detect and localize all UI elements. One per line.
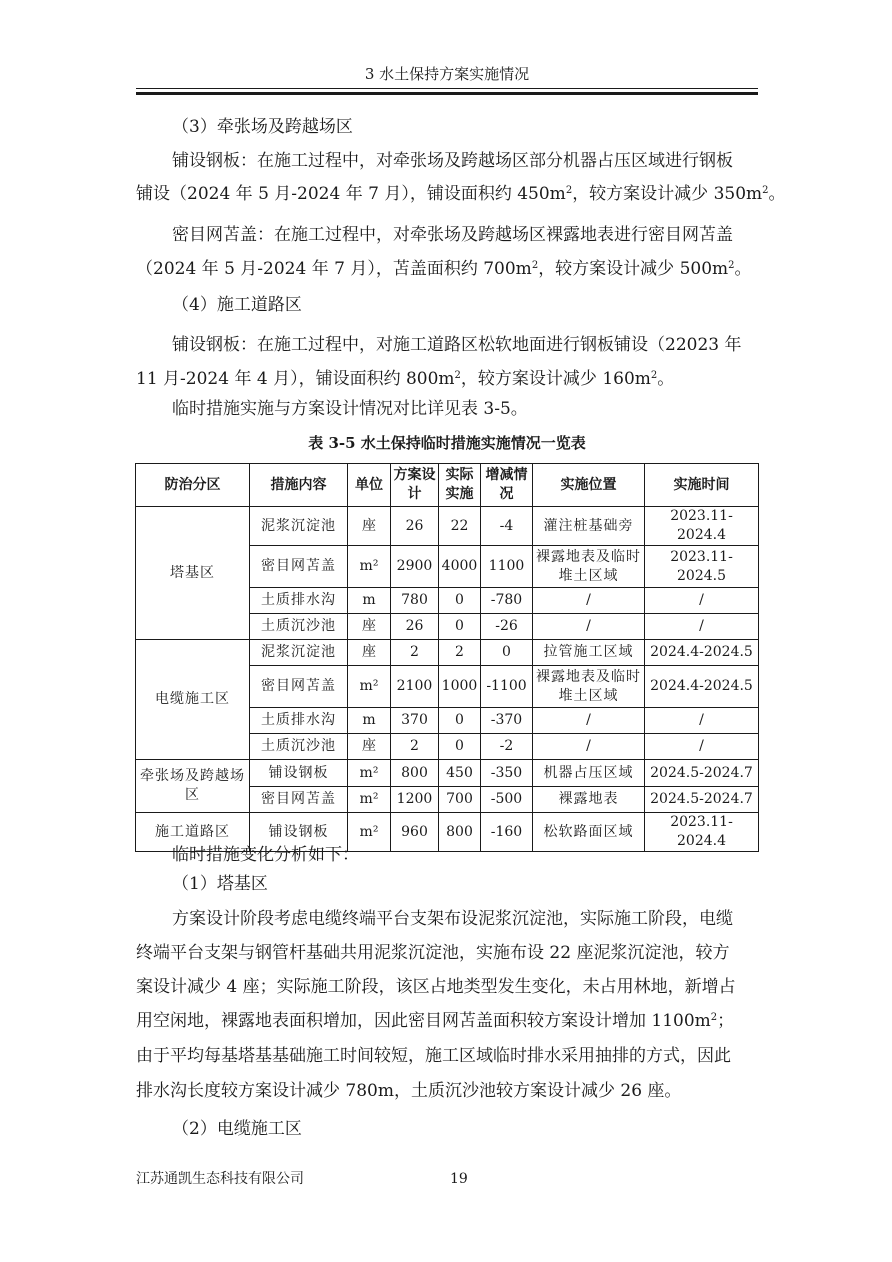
time-cell: 2024.4-2024.5	[645, 666, 759, 708]
paragraph-line: 铺设（2024 年 5 月-2024 年 7 月），铺设面积约 $450m^2$，较方案设计减少 $350m^2$。	[136, 184, 786, 204]
actual-cell: 0	[439, 588, 481, 614]
plan-cell: 2900	[391, 546, 439, 588]
unit-cell: 座	[348, 734, 391, 760]
change-cell: -26	[481, 614, 533, 640]
measure-cell: 土质排水沟	[250, 708, 348, 734]
plan-cell: 800	[391, 760, 439, 787]
header-change: 增减情况	[481, 464, 533, 507]
paragraph-line: 11 月-2024 年 4 月），铺设面积约 $800m^2$，较方案设计减少 $160m^2$。	[136, 369, 675, 389]
actual-cell: 0	[439, 614, 481, 640]
change-cell: -350	[481, 760, 533, 787]
header-rule-thick	[136, 92, 758, 95]
paragraph-line: 铺设钢板：在施工过程中，对牵张场及跨越场区部分机器占压区域进行钢板	[172, 151, 733, 171]
change-cell: 1100	[481, 546, 533, 588]
page-number: 19	[450, 1171, 468, 1187]
location-cell: 拉管施工区域	[533, 640, 645, 666]
unit-cell: m	[348, 588, 391, 614]
location-cell: 松软路面区域	[533, 813, 645, 852]
header-zone: 防治分区	[136, 464, 250, 507]
measure-cell: 土质排水沟	[250, 588, 348, 614]
time-cell: 2023.11-2024.5	[645, 546, 759, 588]
paragraph-line: 由于平均每基塔基基础施工时间较短，施工区域临时排水采用抽排的方式，因此	[136, 1046, 731, 1066]
location-cell: /	[533, 588, 645, 614]
location-cell: 机器占压区域	[533, 760, 645, 787]
measures-table	[135, 463, 759, 852]
location-cell: 裸露地表	[533, 787, 645, 813]
zone-cell: 电缆施工区	[136, 640, 250, 760]
measure-cell: 铺设钢板	[250, 813, 348, 852]
time-cell: 2024.5-2024.7	[645, 787, 759, 813]
measure-cell: 铺设钢板	[250, 760, 348, 787]
actual-cell: 4000	[439, 546, 481, 588]
plan-cell: 26	[391, 614, 439, 640]
paragraph-line: 方案设计阶段考虑电缆终端平台支架布设泥浆沉淀池，实际施工阶段，电缆	[172, 909, 733, 929]
plan-cell: 26	[391, 507, 439, 546]
paragraph-line: （2024 年 5 月-2024 年 7 月），苫盖面积约 $700m^2$，较方案设计减少 $500m^2$。	[136, 259, 752, 279]
change-cell: -2	[481, 734, 533, 760]
change-cell: -1100	[481, 666, 533, 708]
header-time: 实施时间	[645, 464, 759, 507]
footer-company: 江苏通凯生态科技有限公司	[136, 1171, 304, 1187]
section-heading-tension-field: （3）牵张场及跨越场区	[172, 117, 353, 137]
change-cell: -160	[481, 813, 533, 852]
unit-cell: m²	[348, 546, 391, 588]
change-cell: -500	[481, 787, 533, 813]
actual-cell: 0	[439, 708, 481, 734]
plan-cell: 1200	[391, 787, 439, 813]
measure-cell: 土质沉沙池	[250, 614, 348, 640]
paragraph-line: 终端平台支架与钢管杆基础共用泥浆沉淀池，实施布设 22 座泥浆沉淀池，较方	[136, 943, 730, 963]
zone-cell: 施工道路区	[136, 813, 250, 852]
location-cell: 裸露地表及临时堆土区域	[533, 546, 645, 588]
table-row	[136, 507, 759, 546]
change-cell: 0	[481, 640, 533, 666]
page-header-title: 3 水土保持方案实施情况	[364, 65, 530, 83]
location-cell: 灌注桩基础旁	[533, 507, 645, 546]
change-cell: -4	[481, 507, 533, 546]
unit-cell: m²	[348, 666, 391, 708]
actual-cell: 2	[439, 640, 481, 666]
measure-cell: 密目网苫盖	[250, 546, 348, 588]
paragraph-line: 临时措施变化分析如下：	[172, 845, 359, 865]
time-cell: 2023.11-2024.4	[645, 813, 759, 852]
unit-cell: 座	[348, 640, 391, 666]
unit-cell: m²	[348, 787, 391, 813]
change-cell: -370	[481, 708, 533, 734]
zone-cell: 牵张场及跨越场区	[136, 760, 250, 813]
plan-cell: 2	[391, 734, 439, 760]
unit-cell: m²	[348, 760, 391, 787]
location-cell: 裸露地表及临时堆土区域	[533, 666, 645, 708]
actual-cell: 1000	[439, 666, 481, 708]
plan-cell: 370	[391, 708, 439, 734]
table-row	[136, 640, 759, 666]
unit-cell: m²	[348, 813, 391, 852]
measure-cell: 密目网苫盖	[250, 787, 348, 813]
section-heading-cable: （2）电缆施工区	[172, 1119, 302, 1139]
time-cell: /	[645, 708, 759, 734]
actual-cell: 22	[439, 507, 481, 546]
paragraph-line: 案设计减少 4 座；实际施工阶段，该区占地类型发生变化，未占用林地，新增占	[136, 977, 736, 997]
time-cell: /	[645, 734, 759, 760]
paragraph-line: 临时措施实施与方案设计情况对比详见表 3-5。	[172, 399, 528, 419]
location-cell: /	[533, 708, 645, 734]
actual-cell: 0	[439, 734, 481, 760]
paragraph-line: 排水沟长度较方案设计减少 780m，土质沉沙池较方案设计减少 26 座。	[136, 1081, 682, 1101]
paragraph-line: 用空闲地，裸露地表面积增加，因此密目网苫盖面积较方案设计增加 $1100m^2$；	[136, 1011, 735, 1031]
actual-cell: 800	[439, 813, 481, 852]
plan-cell: 2100	[391, 666, 439, 708]
measure-cell: 密目网苫盖	[250, 666, 348, 708]
location-cell: /	[533, 614, 645, 640]
measure-cell: 土质沉沙池	[250, 734, 348, 760]
paragraph-line: 铺设钢板：在施工过程中，对施工道路区松软地面进行钢板铺设（22023 年	[172, 335, 742, 355]
table-header-row	[136, 464, 759, 507]
header-measure: 措施内容	[250, 464, 348, 507]
time-cell: 2024.4-2024.5	[645, 640, 759, 666]
time-cell: 2023.11-2024.4	[645, 507, 759, 546]
section-heading-road: （4）施工道路区	[172, 295, 302, 315]
zone-cell: 塔基区	[136, 507, 250, 640]
header-plan: 方案设计	[391, 464, 439, 507]
section-heading-tower-base: （1）塔基区	[172, 874, 268, 894]
time-cell: /	[645, 614, 759, 640]
change-cell: -780	[481, 588, 533, 614]
table-row	[136, 760, 759, 787]
paragraph-line: 密目网苫盖：在施工过程中，对牵张场及跨越场区裸露地表进行密目网苫盖	[172, 225, 733, 245]
table-caption: 表 3-5 水土保持临时措施实施情况一览表	[308, 434, 586, 452]
plan-cell: 2	[391, 640, 439, 666]
header-location: 实施位置	[533, 464, 645, 507]
location-cell: /	[533, 734, 645, 760]
header-rule-thin	[136, 88, 758, 89]
unit-cell: 座	[348, 507, 391, 546]
measure-cell: 泥浆沉淀池	[250, 507, 348, 546]
measure-cell: 泥浆沉淀池	[250, 640, 348, 666]
plan-cell: 960	[391, 813, 439, 852]
time-cell: 2024.5-2024.7	[645, 760, 759, 787]
time-cell: /	[645, 588, 759, 614]
header-unit: 单位	[348, 464, 391, 507]
plan-cell: 780	[391, 588, 439, 614]
actual-cell: 700	[439, 787, 481, 813]
header-actual: 实际实施	[439, 464, 481, 507]
unit-cell: 座	[348, 614, 391, 640]
actual-cell: 450	[439, 760, 481, 787]
unit-cell: m	[348, 708, 391, 734]
